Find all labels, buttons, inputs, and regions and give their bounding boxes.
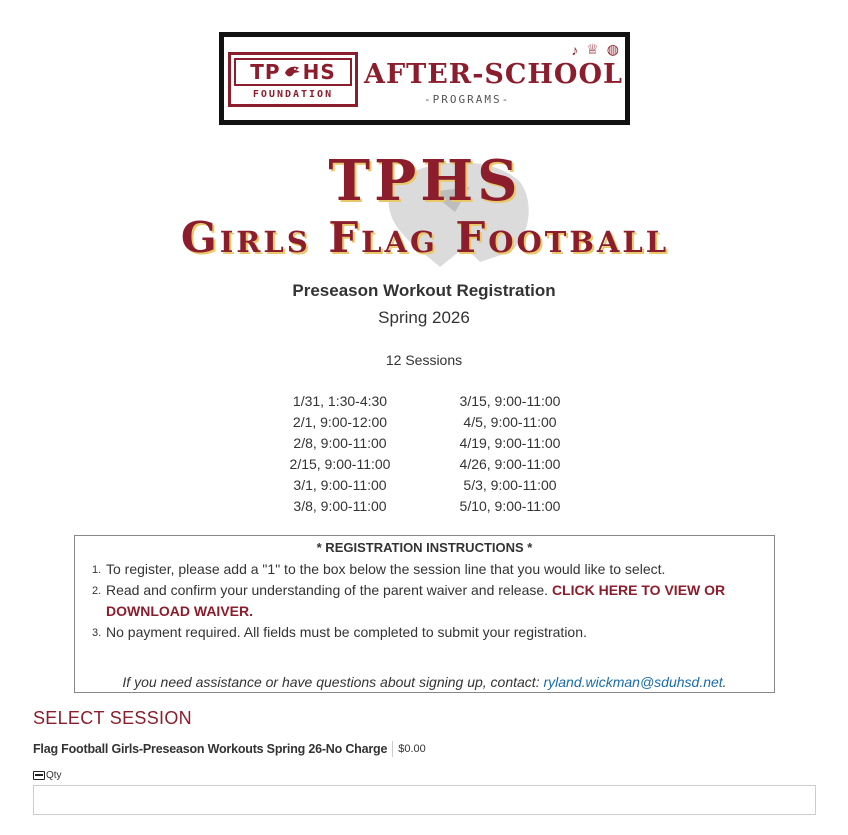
instructions-list [85,559,764,643]
sessions-count: 12 Sessions [385,352,463,368]
session-date: 4/5, 9:00-11:00 [463,414,557,430]
divider [392,741,393,757]
banner-icons [571,41,619,58]
session-date: 5/10, 9:00-11:00 [459,498,561,514]
tphs-title: TPHS [328,148,522,214]
after-school-label: AFTER-SCHOOL [364,59,623,90]
product-price: $0.00 [398,743,426,755]
instruction-number: 2. [92,585,102,597]
session-date: 2/15, 9:00-11:00 [289,456,391,472]
qty-input[interactable] [33,785,816,815]
instruction-number: 1. [92,564,102,576]
tphs-foundation-logo [228,52,358,107]
contact-line [75,674,774,690]
session-date: 3/8, 9:00-11:00 [293,498,387,514]
season-label: Spring 2026 [378,308,470,327]
session-date: 3/15, 9:00-11:00 [459,393,561,409]
trophy-icon: ♕ [586,41,599,57]
foundation-label: FOUNDATION [252,89,334,100]
ticket-icon [33,771,45,780]
instruction-text: To register, please add a "1" to the box below the session line that you would like to select. [106,561,666,577]
session-date: 1/31, 1:30-4:30 [292,393,388,409]
session-date: 2/1, 9:00-12:00 [292,414,388,430]
hawk-icon [283,64,301,80]
girls-flag-football-title: Girls Flag Football [180,213,670,262]
select-session-title: SELECT SESSION [33,708,192,728]
page-title: Preseason Workout Registration [292,281,556,300]
dates-column-left [275,391,405,517]
product-row [33,740,426,758]
title-graphic [140,150,710,270]
session-date: 2/8, 9:00-11:00 [293,435,387,451]
instruction-text: Read and confirm your understanding of the parent waiver and release. [106,582,552,598]
session-date: 5/3, 9:00-11:00 [463,477,557,493]
session-date: 4/19, 9:00-11:00 [459,435,561,451]
dates-column-right [445,391,575,517]
contact-end: . [722,674,727,690]
after-school-programs-banner [219,32,630,125]
waiver-link[interactable]: CLICK HERE TO VIEW OR DOWNLOAD WAIVER. [106,582,726,619]
volleyball-icon: ◍ [606,41,619,57]
contact-text: If you need assistance or have questions about signing up, contact: [122,674,544,690]
logo-hs: HS [302,60,336,84]
instructions-title: * REGISTRATION INSTRUCTIONS * [316,540,533,555]
contact-email-link[interactable]: ryland.wickman@sduhsd.net [543,674,723,690]
product-name: Flag Football Girls-Preseason Workouts Spring 26-No Charge [33,742,388,756]
session-date: 4/26, 9:00-11:00 [459,456,561,472]
session-date: 3/1, 9:00-11:00 [293,477,387,493]
programs-label: -PROGRAMS- [424,93,511,106]
music-note-icon: ♪ [571,41,579,58]
instruction-item [85,559,764,580]
instruction-item [85,580,764,622]
instruction-text: No payment required. All fields must be completed to submit your registration. [106,624,587,640]
qty-label [33,770,62,781]
logo-tp: TP [250,60,281,84]
instruction-number: 3. [92,627,102,639]
qty-label-text: Qty [46,770,62,781]
registration-instructions-box [74,535,775,693]
instruction-item [85,622,764,643]
